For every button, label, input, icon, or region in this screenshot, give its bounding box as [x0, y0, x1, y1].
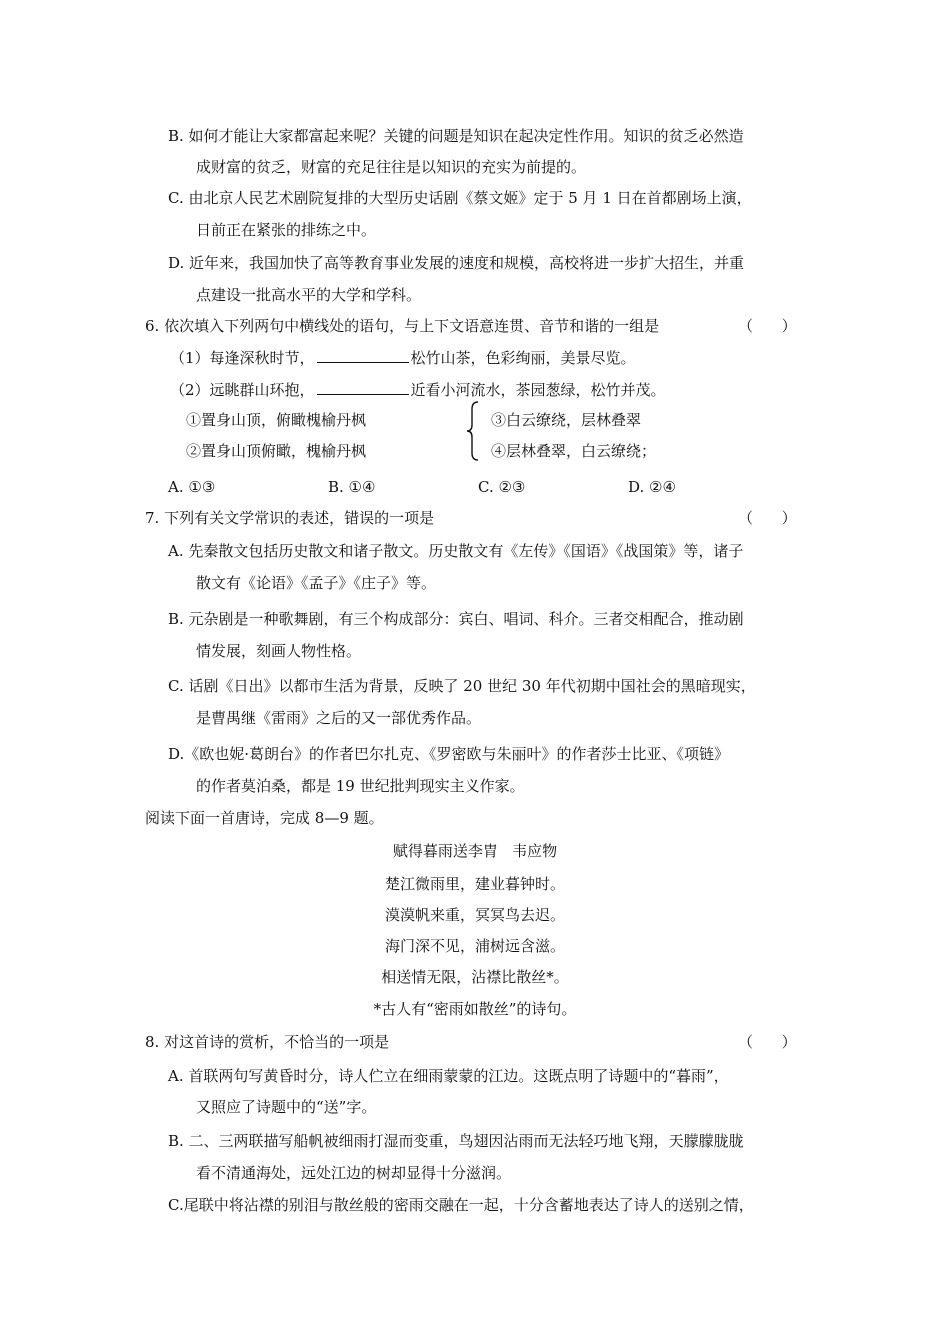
q6-phrase-3: ③白云缭绕，层林叠翠: [491, 411, 642, 429]
q5-option-c-line2: 日前正在紧张的排练之中。: [196, 221, 377, 239]
q6-answer-paren: （ ）: [738, 317, 797, 335]
q6-stem: 6. 依次填入下列两句中横线处的语句，与上下文语意连贯、音节和谐的一组是: [145, 317, 660, 335]
q7-option-b-line2: 情发展，刻画人物性格。: [196, 642, 362, 660]
q5-option-c-line1: C. 由北京人民艺术剧院复排的大型历史话剧《蔡文姬》定于 5 月 1 日在首都剧场上演，: [168, 189, 752, 207]
q8-option-b-line2: 看不清通海处，远处江边的树却显得十分滋润。: [196, 1164, 512, 1182]
q6-sentence-1: [170, 348, 636, 368]
q5-option-d-line2: 点建设一批高水平的大学和学科。: [196, 286, 422, 304]
poem-title: 赋得暮雨送李胄 韦应物: [392, 842, 558, 860]
q7-answer-paren: （ ）: [738, 509, 797, 527]
q6-choice-a: A. ①③: [168, 478, 216, 496]
q8-option-b-line1: B. 二、三两联描写船帆被细雨打湿而变重，鸟翅因沾雨而无法轻巧地飞翔，天朦朦胧胧: [168, 1132, 744, 1150]
q7-option-c-line2: 是曹禺继《雷雨》之后的又一部优秀作品。: [196, 709, 482, 727]
q6-sentence-2-pre: （2）远眺群山环抱，: [170, 381, 315, 399]
q6-choice-b: B. ①④: [328, 478, 376, 496]
q6-sentence-1-pre: （1）每逢深秋时节，: [170, 349, 315, 367]
q7-option-c-line1: C. 话剧《日出》以都市生活为背景，反映了 20 世纪 30 年代初期中国社会的黑暗现实，: [168, 677, 756, 695]
q8-option-a-line1: A. 首联两句写黄昏时分，诗人伫立在细雨蒙蒙的江边。这既点明了诗题中的“暮雨”，: [168, 1067, 729, 1085]
q6-curly-brace: [466, 401, 480, 461]
q7-stem: 7. 下列有关文学常识的表述，错误的一项是: [145, 509, 435, 527]
poem-line-2: 漠漠帆来重，冥冥鸟去迟。: [384, 906, 565, 924]
q6-phrase-4: ④层林叠翠，白云缭绕；: [491, 442, 657, 460]
q6-phrase-2: ②置身山顶俯瞰，槐榆丹枫: [186, 442, 367, 460]
q6-blank-2: [317, 380, 409, 395]
q7-option-b-line1: B. 元杂剧是一种歌舞剧，有三个构成部分：宾白、唱词、科介。三者交相配合，推动剧: [168, 610, 744, 628]
q6-blank-1: [317, 348, 409, 363]
poem-line-3: 海门深不见，浦树远含滋。: [384, 937, 565, 955]
q6-choice-d: D. ②④: [628, 478, 676, 496]
q8-answer-paren: （ ）: [738, 1033, 797, 1051]
q6-sentence-2-post: 近看小河流水，茶园葱绿，松竹并茂。: [410, 381, 666, 399]
q6-choice-c: C. ②③: [478, 478, 526, 496]
q7-option-a-line1: A. 先秦散文包括历史散文和诸子散文。历史散文有《左传》《国语》《战国策》等，诸子: [168, 542, 744, 560]
poem-line-1: 楚江微雨里，建业暮钟时。: [384, 875, 565, 893]
q6-sentence-2: [170, 380, 666, 400]
q5-option-b-line2: 成财富的贫乏，财富的充足往往是以知识的充实为前提的。: [196, 158, 587, 176]
q5-option-b-line1: B. 如何才能让大家都富起来呢？关键的问题是知识在起决定性作用。知识的贫乏必然造: [168, 127, 744, 145]
q6-phrase-1: ①置身山顶，俯瞰槐榆丹枫: [186, 411, 367, 429]
q6-sentence-1-post: 松竹山茶，色彩绚丽，美景尽览。: [410, 349, 636, 367]
q8-option-c-line1: C.尾联中将沾襟的别泪与散丝般的密雨交融在一起，十分含蓄地表达了诗人的送别之情，: [168, 1196, 754, 1214]
poem-footnote: *古人有“密雨如散丝”的诗句。: [373, 1000, 577, 1018]
q5-option-d-line1: D. 近年来，我国加快了高等教育事业发展的速度和规模，高校将进一步扩大招生，并重: [168, 254, 745, 272]
poem-line-4: 相送情无限，沾襟比散丝*。: [381, 968, 569, 986]
q7-option-d-line2: 的作者莫泊桑，都是 19 世纪批判现实主义作家。: [196, 777, 525, 795]
q8-option-a-line2: 又照应了诗题中的“送”字。: [196, 1098, 377, 1116]
q7-option-d-line1: D.《欧也妮·葛朗台》的作者巴尔扎克、《罗密欧与朱丽叶》的作者莎士比亚、《项链》: [168, 745, 730, 763]
q8-stem: 8. 对这首诗的赏析，不恰当的一项是: [145, 1033, 390, 1051]
reading-intro: 阅读下面一首唐诗，完成 8—9 题。: [145, 809, 384, 827]
q7-option-a-line2: 散文有《论语》《孟子》《庄子》等。: [196, 574, 437, 592]
